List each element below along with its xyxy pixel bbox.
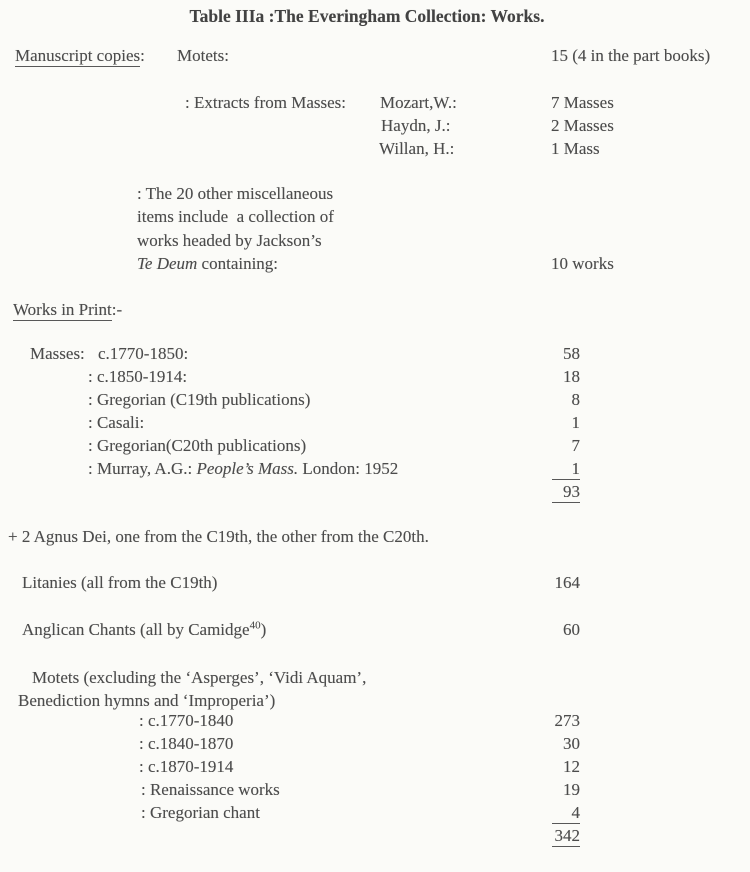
extracts-composer: Mozart,W.: [380, 93, 457, 112]
masses-row-value: 7 [571, 436, 580, 455]
motets-value: 15 (4 in the part books) [551, 46, 711, 65]
masses-row-label: : Gregorian(C20th publications) [88, 436, 307, 455]
peoples-mass-italic: People’s Mass. [196, 459, 299, 478]
motets-row-label: : Gregorian chant [141, 803, 260, 822]
litanies-label: Litanies (all from the C19th) [22, 573, 218, 592]
extracts-label: : Extracts from Masses: [185, 93, 346, 112]
motets-row-label: : c.1870-1914 [139, 757, 234, 776]
masses-row-label: : Casali: [88, 413, 145, 432]
masses-row-label: : c.1850-1914: [88, 367, 188, 386]
agnus-dei-note: + 2 Agnus Dei, one from the C19th, the other from the C20th. [8, 527, 429, 546]
manuscript-copies-heading-colon: : [140, 46, 145, 65]
motets-heading-line2: Benediction hymns and ‘Improperia’) [18, 691, 276, 710]
misc-note-tail: containing: [197, 254, 279, 273]
table-title: Table IIIa :The Everingham Collection: Works. [189, 6, 545, 26]
motets-row-value: 273 [554, 711, 580, 730]
masses-row-value: 8 [571, 390, 580, 409]
extracts-composer: Haydn, J.: [381, 116, 451, 135]
motets-row-label: : c.1770-1840 [139, 711, 234, 730]
motets-row-value: 19 [563, 780, 580, 799]
extracts-count: 7 Masses [551, 93, 614, 112]
anglican-chants-value: 60 [563, 620, 580, 639]
works-in-print-suffix: :- [111, 300, 123, 319]
works-in-print-heading: Works in Print [13, 300, 112, 319]
masses-total-underlined: 93 [552, 482, 580, 503]
motets-row-value: 30 [563, 734, 580, 753]
works-in-print-heading-line [13, 300, 122, 320]
motets-total [480, 826, 580, 847]
murray-value-underlined: 1 [552, 459, 580, 480]
masses-row-label: c.1770-1850: [98, 344, 189, 363]
manuscript-copies-heading-line [15, 46, 145, 66]
masses-row-value: 58 [563, 344, 580, 363]
misc-note-line [137, 254, 278, 274]
murray-row-value [480, 459, 580, 480]
murray-tail: London: 1952 [298, 459, 399, 478]
te-deum-italic: Te Deum [137, 254, 198, 273]
footnote-40: 40 [249, 619, 261, 632]
motets-heading-line1: Motets (excluding the ‘Asperges’, ‘Vidi Aquam’, [32, 668, 367, 687]
misc-note-line: works headed by Jackson’s [137, 231, 322, 250]
motets-row-label: : c.1840-1870 [139, 734, 234, 753]
anglican-prefix: Anglican Chants (all by Camidge [22, 620, 250, 639]
motets-total-underlined: 342 [552, 826, 580, 847]
manuscript-copies-heading: Manuscript copies [15, 46, 141, 65]
masses-head: Masses: [30, 344, 85, 363]
anglican-suffix: ) [260, 620, 267, 639]
anglican-chants-label [22, 620, 266, 640]
masses-total [480, 482, 580, 503]
motets-row-value [480, 803, 580, 824]
motets-row-value: 12 [563, 757, 580, 776]
misc-value: 10 works [551, 254, 614, 273]
motets-label: Motets: [177, 46, 229, 65]
litanies-value: 164 [554, 573, 580, 592]
extracts-composer: Willan, H.: [379, 139, 455, 158]
murray-row-label [88, 459, 398, 479]
misc-note-line: items include a collection of [137, 207, 334, 226]
misc-note-line: : The 20 other miscellaneous [137, 184, 334, 203]
masses-row-value: 1 [571, 413, 580, 432]
gregorian-chant-value-underlined: 4 [552, 803, 580, 824]
murray-prefix: : Murray, A.G.: [88, 459, 197, 478]
extracts-count: 1 Mass [551, 139, 600, 158]
masses-row-value: 18 [563, 367, 580, 386]
extracts-count: 2 Masses [551, 116, 614, 135]
motets-row-label: : Renaissance works [141, 780, 280, 799]
masses-row-label: : Gregorian (C19th publications) [88, 390, 311, 409]
